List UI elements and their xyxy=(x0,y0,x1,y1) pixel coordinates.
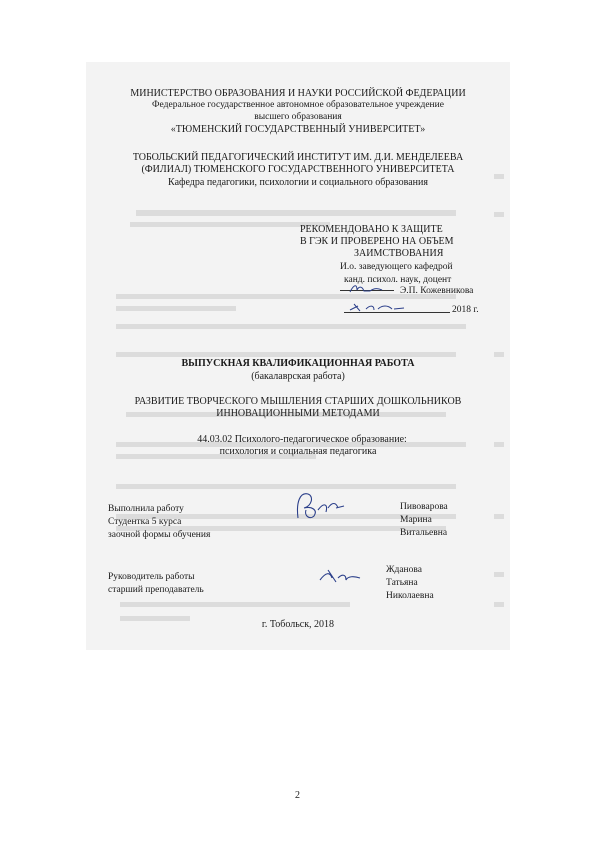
head-academic-degree: канд. психол. наук, доцент xyxy=(344,275,452,285)
head-signature xyxy=(348,282,384,296)
ministry-heading: МИНИСТЕРСТВО ОБРАЗОВАНИЯ И НАУКИ РОССИЙСКОЙ ФЕДЕРАЦИИ xyxy=(130,88,466,99)
recommendation-year: 2018 г. xyxy=(452,305,479,315)
city-and-year: г. Тобольск, 2018 xyxy=(261,619,335,630)
thesis-title-line-1: РАЗВИТИЕ ТВОРЧЕСКОГО МЫШЛЕНИЯ СТАРШИХ ДОШКОЛЬНИКОВ xyxy=(134,396,462,407)
author-name: Марина xyxy=(400,515,432,525)
university-name: «ТЮМЕНСКИЙ ГОСУДАРСТВЕННЫЙ УНИВЕРСИТЕТ» xyxy=(170,124,426,135)
recommendation-line-3: ЗАИМСТВОВАНИЯ xyxy=(354,248,444,259)
specialty-code: 44.03.02 Психолого-педагогическое образование: xyxy=(197,434,407,445)
thesis-title-line-2: ИННОВАЦИОННЫМИ МЕТОДАМИ xyxy=(216,408,380,419)
federal-institution-line: Федеральное государственное автономное образовательное учреждение xyxy=(152,100,444,110)
head-name: Э.П. Кожевникова xyxy=(400,286,474,296)
author-label-3: заочной формы обучения xyxy=(108,530,211,540)
institute-name: ТОБОЛЬСКИЙ ПЕДАГОГИЧЕСКИЙ ИНСТИТУТ ИМ. Д.И. МЕНДЕЛЕЕВА xyxy=(132,152,464,163)
work-type: ВЫПУСКНАЯ КВАЛИФИКАЦИОННАЯ РАБОТА xyxy=(181,358,415,369)
supervisor-signature xyxy=(318,566,364,586)
recommendation-line-2: В ГЭК И ПРОВЕРЕНО НА ОБЪЕМ xyxy=(300,236,454,247)
institute-branch: (ФИЛИАЛ) ТЮМЕНСКОГО ГОСУДАРСТВЕННОГО УНИВЕРСИТЕТА xyxy=(141,164,455,175)
title-page xyxy=(86,62,510,650)
recommendation-line-1: РЕКОМЕНДОВАНО К ЗАЩИТЕ xyxy=(300,224,443,235)
higher-education-line: высшего образования xyxy=(254,112,342,122)
author-signature xyxy=(292,488,346,524)
specialty-profile: психология и социальная педагогика xyxy=(219,446,377,457)
supervisor-label-1: Руководитель работы xyxy=(108,572,195,582)
show-through-background xyxy=(86,62,510,650)
author-surname: Пивоварова xyxy=(400,502,448,512)
supervisor-label-2: старший преподаватель xyxy=(108,585,204,595)
author-label-1: Выполнила работу xyxy=(108,504,184,514)
supervisor-patronymic: Николаевна xyxy=(386,591,434,601)
author-patronymic: Витальевна xyxy=(400,528,448,538)
date-handwriting xyxy=(348,300,408,314)
supervisor-name: Татьяна xyxy=(386,578,418,588)
department-name: Кафедра педагогики, психологии и социального образования xyxy=(168,177,428,188)
author-label-2: Студентка 5 курса xyxy=(108,517,182,527)
page-number: 2 xyxy=(295,790,300,801)
head-of-department-role: И.о. заведующего кафедрой xyxy=(340,262,453,272)
supervisor-surname: Жданова xyxy=(386,565,422,575)
work-subtype: (бакалаврская работа) xyxy=(251,371,345,382)
